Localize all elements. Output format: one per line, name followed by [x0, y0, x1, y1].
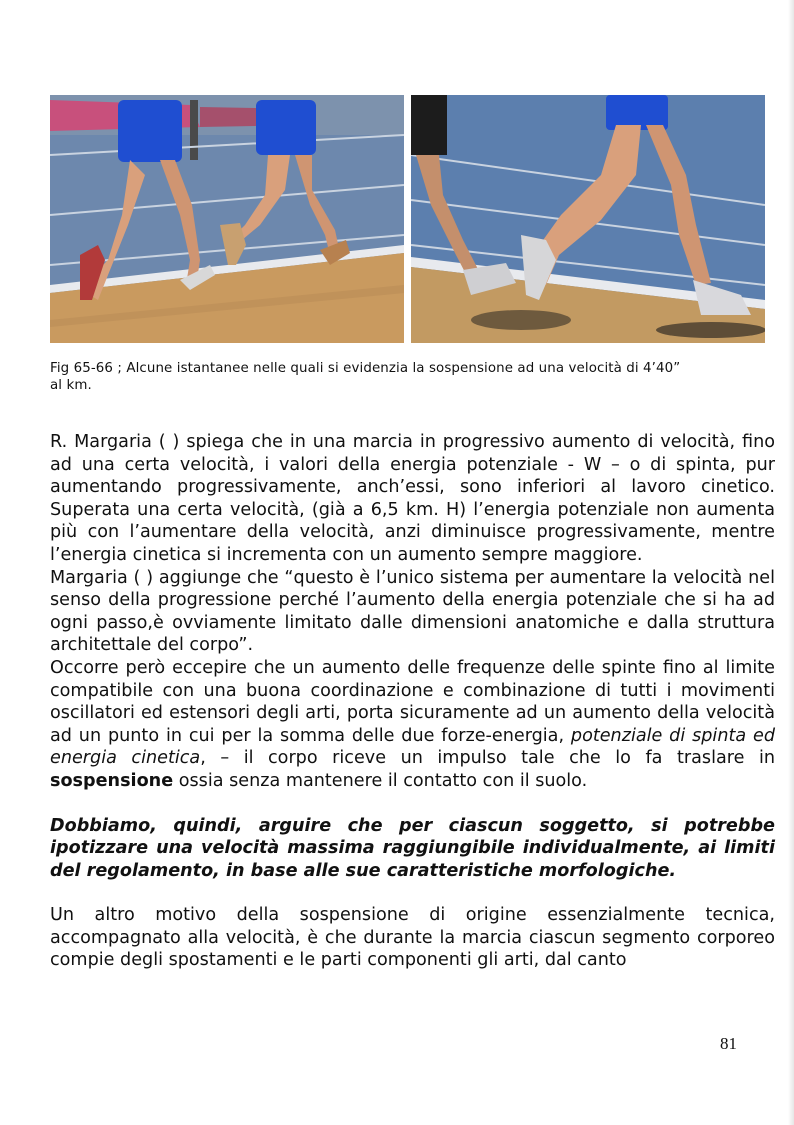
paragraph-3-part-c: ossia senza mantenere il contatto con il suolo. [173, 770, 588, 791]
paragraph-3 [50, 657, 775, 793]
paragraph-gap [50, 793, 775, 815]
paragraph-1: R. Margaria ( ) spiega che in una marcia in progressivo aumento di velocità, fino ad una certa velocità, i valori della energia potenziale - W – o di spinta, pur aumentando progressivamente, anch’essi, sono inferiori al lavoro cinetico. Superata una certa velocità, (già a 6,5 km. H) l’energia potenziale non aumenta più con l’aumentare della velocità, anzi diminuisce progressivamente, mentre l’energia cinetica si incrementa con un aumento sempre maggiore. [50, 432, 775, 565]
page-edge-shadow [788, 0, 794, 1125]
paragraph-3-italic: potenziale di spinta ed energia cinetica [50, 725, 775, 769]
paragraph-4-emphasis: Dobbiamo, quindi, arguire che per ciascun soggetto, si potrebbe ipotizzare una velocità massima raggiungibile individualmente, ai limiti del regolamento, in base alle sue caratteristiche morfologiche. [50, 815, 775, 881]
figure-caption-line-1: Fig 65-66 ; Alcune istantanee nelle quali si evidenzia la sospensione ad una velocità di 4’40” [50, 361, 681, 376]
body-text [50, 431, 775, 972]
paragraph-2: Margaria ( ) aggiunge che “questo è l’unico sistema per aumentare la velocità nel senso della progressione perché l’aumento della energia potenziale che si ha ad ogni passo,è ovviamente limitato dalle dimensioni anatomiche e dalla struttura architettale del corpo”. [50, 567, 775, 656]
paragraph-3-part-a: Occorre però eccepire che un aumento delle frequenze delle spinte fino al limite compatibile con una buona coordinazione e combinazione di tutti i movimenti oscillatori ed estensori degli arti, porta sicuramente ad un aumento della velocità ad un punto in cui per la somma delle due forze-energia, [50, 657, 775, 746]
paragraph-5: Un altro motivo della sospensione di origine essenzialmente tecnica, accompagnato alla velocità, è che durante la marcia ciascun segmento corporeo compie degli spostamenti e le parti componenti gli arti, dal canto [50, 905, 775, 971]
paragraph-3-part-b: , – il corpo riceve un impulso tale che lo fa traslare in [200, 748, 775, 769]
race-walker-photo-right [411, 95, 765, 343]
figure-caption [50, 360, 780, 394]
paragraph-3-bold: sospensione [50, 770, 174, 791]
page-number: 81 [720, 1034, 737, 1053]
figure-caption-line-2: al km. [50, 378, 92, 393]
race-walkers-photo-left [50, 95, 404, 343]
figure-66-photo [411, 95, 765, 343]
figure-65-photo [50, 95, 404, 343]
paragraph-gap [50, 882, 775, 904]
